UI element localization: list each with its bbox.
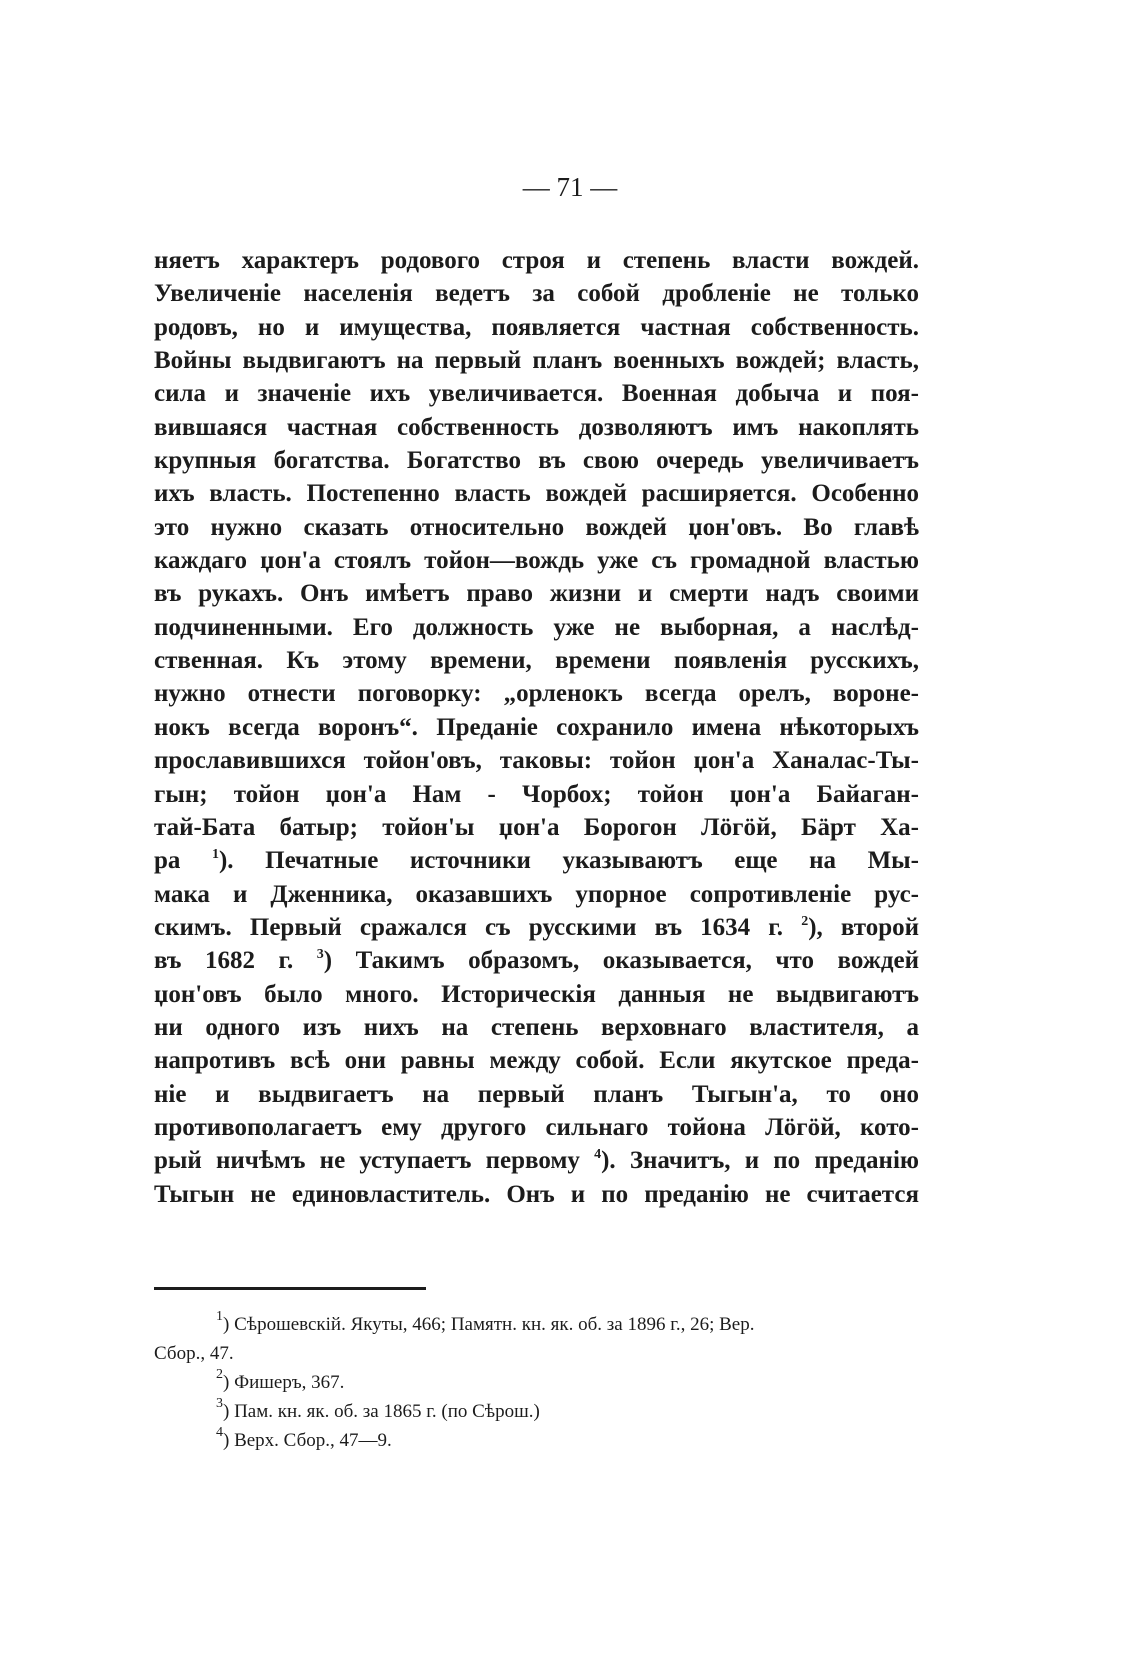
text-segment: ра (154, 847, 181, 875)
text-line: няетъ характеръ родового строя и степень власти вождей. (154, 247, 919, 274)
footnote-divider (154, 1287, 426, 1290)
footnote-marker: 1 (216, 1309, 223, 1324)
footnote-text: ) Сѣрошевскій. Якуты, 466; Памятн. кн. як. об. за 1896 г., 26; Вер. (223, 1314, 755, 1335)
footnote-4 (154, 1426, 919, 1455)
footnote-marker: 2 (216, 1367, 223, 1382)
text-line: Войны выдвигаютъ на первый планъ военныхъ вождей; власть, (154, 347, 919, 375)
footnote-marker: 3 (216, 1396, 223, 1411)
text-line: гын; тойон џон'а Нам - Чорбох; тойон џон'а Байаган- (154, 780, 919, 808)
footnote-ref: 3 (316, 947, 324, 963)
text-segment: ), второй (808, 913, 920, 941)
text-line: противополагаетъ ему другого сильнаго тойона Лӧгӧй, кото- (154, 1113, 919, 1141)
footnote-ref: 4 (594, 1147, 602, 1163)
text-line: мака и Дженника, оказавшихъ упорное сопротивленіе рус- (154, 880, 919, 908)
footnote-2 (154, 1368, 919, 1397)
footnote-ref: 1 (211, 847, 219, 863)
footnotes (154, 1310, 919, 1455)
text-segment: скимъ. Первый сражался съ русскими въ 1634 г. (154, 913, 784, 941)
text-line: нокъ всегда воронъ“. Преданіе сохранило имена нѣкоторыхъ (154, 713, 919, 741)
footnote-ref: 2 (801, 913, 809, 929)
text-line: ихъ власть. Постепенно власть вождей расширяется. Особенно (154, 480, 919, 508)
footnote-text: ) Верх. Сбор., 47—9. (223, 1430, 392, 1451)
main-text-body (154, 244, 919, 1211)
text-line: Увеличеніе населенія ведетъ за собой дробленіе не только (154, 280, 919, 308)
text-line: вившаяся частная собственность дозволяютъ имъ накоплять (154, 413, 919, 441)
text-line: џон'овъ было много. Историческія данныя не выдвигаютъ (154, 980, 919, 1008)
text-line: крупныя богатства. Богатство въ свою очередь увеличиваетъ (154, 447, 919, 475)
text-line: сила и значеніе ихъ увеличивается. Военная добыча и поя- (154, 380, 919, 408)
footnote-1-continuation: Сбор., 47. (154, 1343, 234, 1364)
text-line: ственная. Къ этому времени, времени появленія русскихъ, (154, 647, 919, 675)
text-line: въ рукахъ. Онъ имѣетъ право жизни и смерти надъ своими (154, 580, 919, 608)
text-segment: въ 1682 г. (154, 947, 294, 975)
footnote-1 (154, 1310, 919, 1339)
text-line: это нужно сказать относительно вождей џон'овъ. Во главѣ (154, 513, 919, 541)
text-line: тай-Бата батыр; тойон'ы џон'а Борогон Лӧгӧй, Бӓрт Ха- (154, 813, 919, 841)
text-line: подчиненными. Его должность уже не выборная, а наслѣд- (154, 613, 919, 641)
text-line: ни одного изъ нихъ на степень верховнаго властителя, а (154, 1013, 919, 1041)
footnote-3 (154, 1397, 919, 1426)
text-line: ніе и выдвигаетъ на первый планъ Тыгын'а, то оно (154, 1080, 919, 1108)
text-line (154, 944, 919, 977)
text-segment: ) Такимъ образомъ, оказывается, что вождей (323, 947, 919, 975)
footnote-marker: 4 (216, 1425, 223, 1440)
text-line (154, 911, 919, 944)
text-line (154, 1144, 919, 1177)
footnote-text: ) Пам. кн. як. об. за 1865 г. (по Сѣрош.) (223, 1401, 540, 1422)
text-line: нужно отнести поговорку: „орленокъ всегда орелъ, вороне- (154, 680, 919, 708)
text-line: родовъ, но и имущества, появляется частная собственность. (154, 313, 919, 341)
text-segment: ). Значитъ, и по преданію (601, 1147, 920, 1175)
text-line: напротивъ всѣ они равны между собой. Если якутское преда- (154, 1047, 919, 1075)
page-number: — 71 — (522, 172, 618, 202)
text-segment: рый ничѣмъ не уступаетъ первому (154, 1147, 580, 1175)
footnote-text: ) Фишеръ, 367. (223, 1372, 345, 1393)
text-segment: ). Печатные источники указываютъ еще на Мы- (218, 847, 920, 875)
text-line: прославившихся тойон'овъ, таковы: тойон џон'а Ханалас-Ты- (154, 747, 919, 775)
text-line: Тыгын не единовластитель. Онъ и по преданію не считается (154, 1180, 919, 1208)
text-line (154, 844, 919, 877)
text-line: каждаго џон'а стоялъ тойон—вождь уже съ громадной властью (154, 547, 919, 575)
